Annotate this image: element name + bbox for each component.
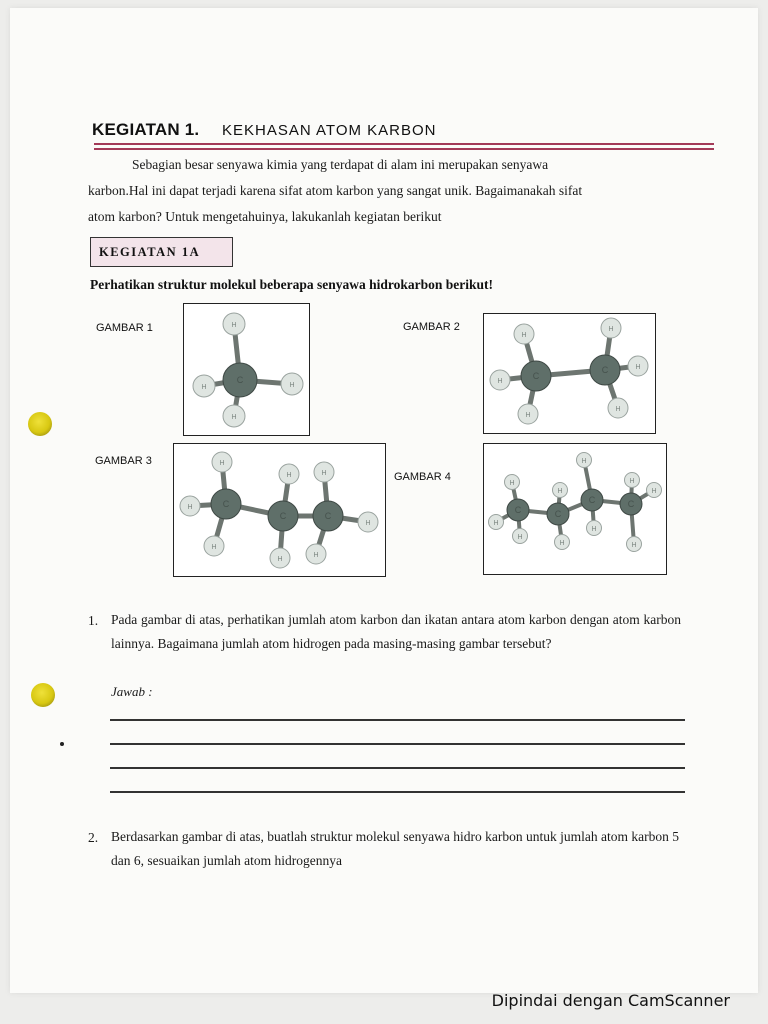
question-2-text: Berdasarkan gambar di atas, buatlah struktur molekul senyawa hidro karbon untuk jumlah atom karbon 5 dan 6, sesuaikan jumlah atom hidrogennya: [111, 829, 679, 868]
hydrogen-symbol: H: [187, 504, 193, 511]
figure-1-label: GAMBAR 1: [96, 322, 153, 334]
ethane-molecule: [484, 314, 654, 432]
header-rule-bottom: [94, 148, 714, 150]
hydrogen-symbol: H: [559, 540, 565, 547]
butane-molecule: [484, 444, 665, 573]
hydrogen-symbol: H: [635, 364, 641, 371]
hydrogen-symbol: H: [493, 520, 499, 527]
hydrogen-symbol: H: [365, 520, 371, 527]
hydrogen-symbol: H: [581, 458, 587, 465]
hydrogen-symbol: H: [591, 526, 597, 533]
hydrogen-symbol: H: [517, 534, 523, 541]
carbon-symbol: C: [514, 505, 522, 515]
carbon-symbol: C: [588, 495, 596, 505]
figure-2-label: GAMBAR 2: [403, 321, 460, 333]
hydrogen-symbol: H: [231, 414, 237, 421]
hydrogen-symbol: H: [289, 382, 295, 389]
hydrogen-symbol: H: [497, 378, 503, 385]
hydrogen-symbol: H: [201, 384, 207, 391]
activity-title: KEGIATAN 1.: [92, 120, 200, 139]
intro-line-3: atom karbon? Untuk mengetahuinya, lakukanlah kegiatan berikut: [88, 209, 442, 224]
hydrogen-symbol: H: [525, 412, 531, 419]
header-rule-top: [94, 143, 714, 145]
question-1-number: 1.: [88, 613, 99, 628]
figure-4-label: GAMBAR 4: [394, 471, 451, 483]
intro-line-1: Sebagian besar senyawa kimia yang terdapat di alam ini merupakan senyawa: [132, 157, 549, 172]
instruction-text: Perhatikan struktur molekul beberapa senyawa hidrokarbon berikut!: [90, 277, 494, 292]
intro-paragraph: [88, 152, 688, 230]
carbon-symbol: C: [222, 499, 230, 509]
hydrogen-symbol: H: [219, 460, 225, 467]
answer-line: [110, 767, 685, 769]
hydrogen-symbol: H: [321, 470, 327, 477]
hydrogen-symbol: H: [608, 326, 614, 333]
intro-line-2: karbon.Hal ini dapat terjadi karena sifat atom karbon yang sangat unik. Bagaimanakah sifat: [88, 183, 583, 198]
question-2-number: 2.: [88, 830, 99, 845]
answer-line: [110, 791, 685, 793]
activity-label-box: [90, 237, 233, 267]
hydrogen-symbol: H: [631, 542, 637, 549]
question-1-text: Pada gambar di atas, perhatikan jumlah atom karbon dan ikatan antara atom karbon dengan atom karbon lainnya. Bagaimana jumlah atom hidrogen pada masing-masing gambar tersebut?: [111, 612, 681, 651]
hydrogen-symbol: H: [615, 406, 621, 413]
carbon-symbol: C: [601, 365, 609, 375]
hydrogen-symbol: H: [629, 478, 635, 485]
activity-subtitle: KEKHASAN ATOM KARBON: [222, 122, 437, 139]
ink-dot: [60, 742, 64, 746]
propane-molecule: [174, 444, 384, 575]
hydrogen-symbol: H: [557, 488, 563, 495]
scanner-watermark: Dipindai dengan CamScanner: [491, 991, 730, 1010]
figure-2-frame: [483, 313, 656, 434]
carbon-symbol: C: [279, 511, 287, 521]
activity-label: KEGIATAN 1A: [99, 244, 201, 259]
hydrogen-symbol: H: [277, 556, 283, 563]
carbon-symbol: C: [532, 371, 540, 381]
hydrogen-symbol: H: [286, 472, 292, 479]
hydrogen-symbol: H: [509, 480, 515, 487]
answer-label: Jawab :: [111, 684, 153, 699]
binder-hole: [28, 412, 52, 436]
figure-3-label: GAMBAR 3: [95, 455, 152, 467]
binder-hole: [31, 683, 55, 707]
answer-line: [110, 743, 685, 745]
carbon-symbol: C: [236, 375, 244, 385]
hydrogen-symbol: H: [651, 488, 657, 495]
figure-3-frame: [173, 443, 386, 577]
carbon-symbol: C: [324, 511, 332, 521]
figure-1-frame: [183, 303, 310, 436]
answer-line: [110, 719, 685, 721]
carbon-symbol: C: [627, 499, 635, 509]
carbon-symbol: C: [554, 509, 562, 519]
hydrogen-symbol: H: [313, 552, 319, 559]
figure-4-frame: [483, 443, 667, 575]
methane-molecule: [184, 304, 308, 434]
hydrogen-symbol: H: [231, 322, 237, 329]
hydrogen-symbol: H: [211, 544, 217, 551]
hydrogen-symbol: H: [521, 332, 527, 339]
